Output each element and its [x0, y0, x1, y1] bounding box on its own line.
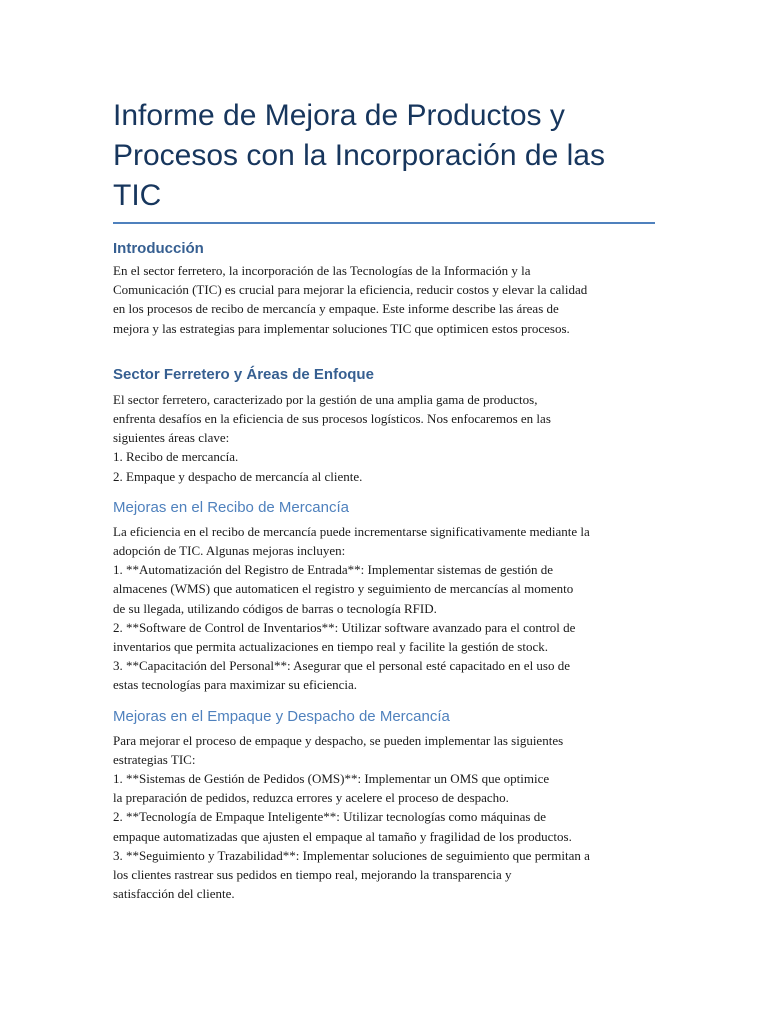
- paragraph-mejoras-empaque: [113, 731, 655, 904]
- text-line: en los procesos de recibo de mercancía y empaque. Este informe describe las áreas de: [113, 301, 559, 317]
- text-line: siguientes áreas clave:: [113, 430, 230, 446]
- list-item: 1. **Automatización del Registro de Entrada**: Implementar sistemas de gestión de: [113, 562, 554, 578]
- text-line: inventarios que permita actualizaciones en tiempo real y facilite la gestión de stock.: [113, 639, 548, 655]
- text-line: estrategias TIC:: [113, 751, 196, 767]
- text-line: empaque automatizadas que ajusten el empaque al tamaño y fragilidad de los productos.: [113, 828, 572, 844]
- list-item: 1. **Sistemas de Gestión de Pedidos (OMS)**: Implementar un OMS que optimice: [113, 771, 550, 787]
- heading-mejoras-recibo: Mejoras en el Recibo de Mercancía: [113, 498, 349, 516]
- text-line: estas tecnologías para maximizar su eficiencia.: [113, 677, 358, 693]
- text-line: almacenes (WMS) que automaticen el registro y seguimiento de mercancías al momento: [113, 581, 574, 597]
- text-line: En el sector ferretero, la incorporación de las Tecnologías de la Información y la: [113, 263, 531, 278]
- text-line: mejora y las estrategias para implementar soluciones TIC que optimicen estos procesos.: [113, 320, 570, 336]
- paragraph-mejoras-recibo: [113, 522, 655, 695]
- list-item: 1. Recibo de mercancía.: [113, 449, 239, 465]
- heading-sector-ferretero: Sector Ferretero y Áreas de Enfoque: [113, 365, 374, 383]
- heading-introduccion: Introducción: [113, 240, 204, 257]
- list-item: 2. Empaque y despacho de mercancía al cliente.: [113, 468, 363, 484]
- text-line: la preparación de pedidos, reduzca errores y acelere el proceso de despacho.: [113, 790, 509, 806]
- list-item: 3. **Capacitación del Personal**: Asegurar que el personal esté capacitado en el uso de: [113, 658, 571, 674]
- text-line: los clientes rastrear sus pedidos en tiempo real, mejorando la transparencia y: [113, 867, 512, 883]
- text-line: La eficiencia en el recibo de mercancía puede incrementarse significativamente mediante la: [113, 523, 590, 539]
- list-item: 2. **Tecnología de Empaque Inteligente**: Utilizar tecnologías como máquinas de: [113, 809, 547, 825]
- text-line: enfrenta desafíos en la eficiencia de sus procesos logísticos. Nos enfocaremos en las: [113, 411, 551, 427]
- document-title: Informe de Mejora de Productos y Procesos con la Incorporación de las TIC: [113, 96, 655, 224]
- text-line: El sector ferretero, caracterizado por la gestión de una amplia gama de productos,: [113, 391, 538, 407]
- paragraph-sector-ferretero: [113, 390, 655, 486]
- document-content: [113, 96, 655, 903]
- text-line: Comunicación (TIC) es crucial para mejorar la eficiencia, reducir costos y elevar la calidad: [113, 282, 588, 298]
- paragraph-introduccion: [113, 261, 655, 338]
- text-line: adopción de TIC. Algunas mejoras incluyen:: [113, 543, 346, 559]
- heading-mejoras-empaque: Mejoras en el Empaque y Despacho de Mercancía: [113, 707, 450, 725]
- text-line: Para mejorar el proceso de empaque y despacho, se pueden implementar las siguientes: [113, 732, 564, 748]
- list-item: 3. **Seguimiento y Trazabilidad**: Implementar soluciones de seguimiento que permitan a: [113, 847, 590, 863]
- list-item: 2. **Software de Control de Inventarios**: Utilizar software avanzado para el control de: [113, 619, 576, 635]
- text-line: satisfacción del cliente.: [113, 886, 235, 902]
- text-line: de su llegada, utilizando códigos de barras o tecnología RFID.: [113, 600, 437, 616]
